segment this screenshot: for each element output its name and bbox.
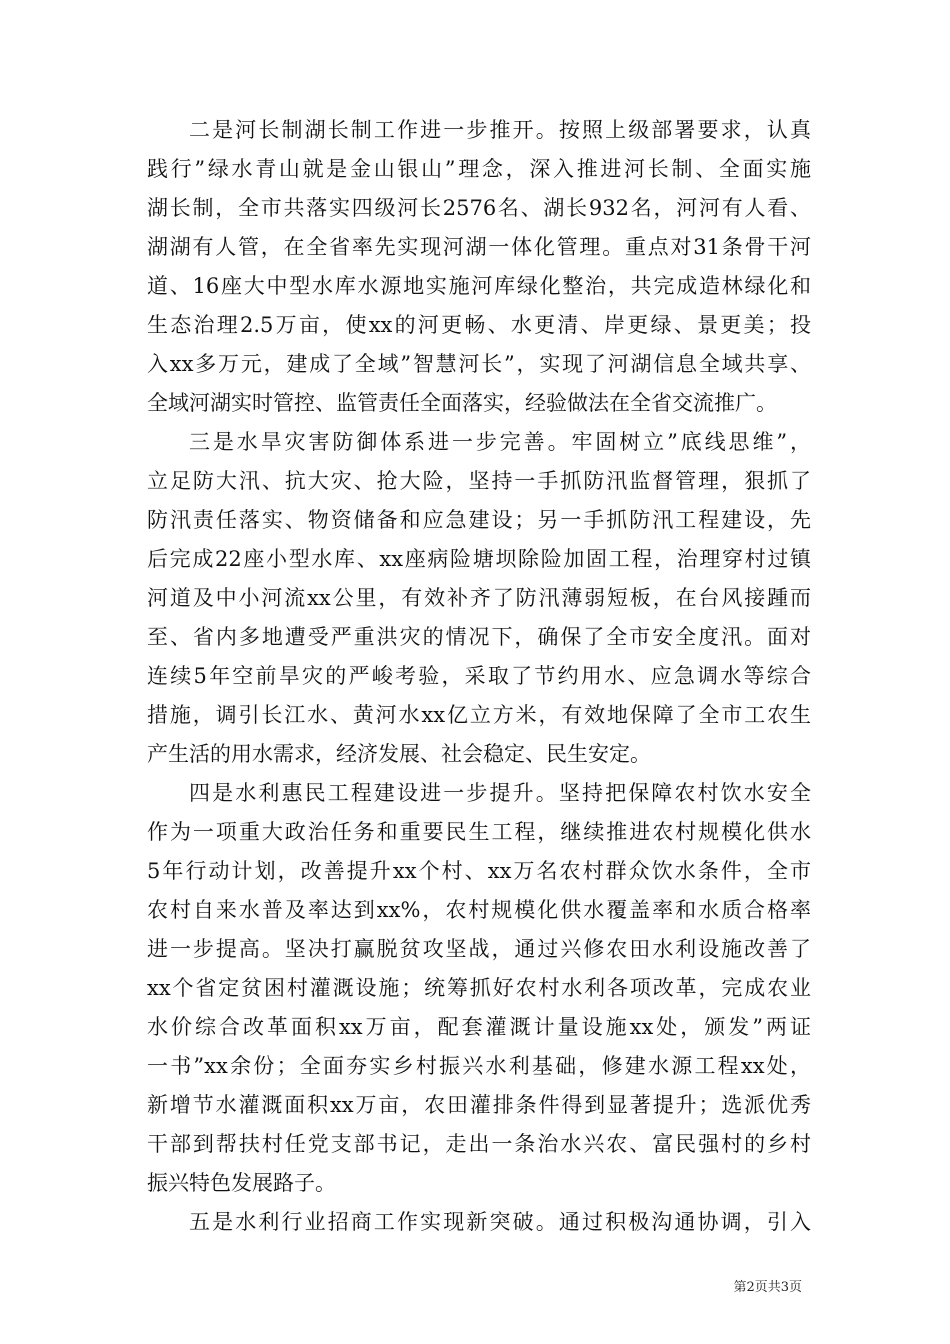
page-number-footer: 第2页共3页 bbox=[733, 1280, 802, 1295]
text-line: 三是水旱灾害防御体系进一步完善。牢固树立”底线思维”， bbox=[189, 430, 811, 454]
text-line: 全域河湖实时管控、监管责任全面落实，经验做法在全省交流推广。 bbox=[147, 391, 777, 415]
text-line: 连续5年空前旱灾的严峻考验，采取了节约用水、应急调水等综合 bbox=[147, 664, 811, 688]
text-line: 进一步提高。坚决打赢脱贫攻坚战，通过兴修农田水利设施改善了 bbox=[147, 937, 811, 961]
text-line: 产生活的用水需求，经济发展、社会稳定、民生安定。 bbox=[147, 742, 651, 766]
text-line: 入xx多万元，建成了全域”智慧河长”，实现了河湖信息全域共享、 bbox=[147, 352, 811, 376]
text-line: 五是水利行业招商工作实现新突破。通过积极沟通协调，引入 bbox=[189, 1210, 811, 1234]
text-line: 措施，调引长江水、黄河水xx亿立方米，有效地保障了全市工农生 bbox=[147, 703, 811, 727]
text-line: 至、省内多地遭受严重洪灾的情况下，确保了全市安全度汛。面对 bbox=[147, 625, 811, 649]
text-line: 水价综合改革面积xx万亩，配套灌溉计量设施xx处，颁发”两证 bbox=[147, 1015, 811, 1039]
paragraph-investment-promotion bbox=[147, 1203, 811, 1242]
text-line: 生态治理2.5万亩，使xx的河更畅、水更清、岸更绿、景更美；投 bbox=[147, 313, 811, 337]
text-line: 农村自来水普及率达到xx%，农村规模化供水覆盖率和水质合格率 bbox=[147, 898, 811, 922]
text-line: 振兴特色发展路子。 bbox=[147, 1171, 336, 1195]
text-line: 防汛责任落实、物资储备和应急建设；另一手抓防汛工程建设，先 bbox=[147, 508, 811, 532]
paragraph-flood-drought-defense bbox=[147, 423, 811, 774]
text-line: 一书”xx余份；全面夯实乡村振兴水利基础，修建水源工程xx处， bbox=[147, 1054, 811, 1078]
document-body bbox=[147, 111, 811, 1242]
text-line: 湖湖有人管，在全省率先实现河湖一体化管理。重点对31条骨干河 bbox=[147, 235, 811, 259]
text-line: 道、16座大中型水库水源地实施河库绿化整治，共完成造林绿化和 bbox=[147, 274, 811, 298]
text-line: 二是河长制湖长制工作进一步推开。按照上级部署要求，认真 bbox=[189, 118, 811, 142]
text-line: 新增节水灌溉面积xx万亩，农田灌排条件得到显著提升；选派优秀 bbox=[147, 1093, 811, 1117]
text-line: 5年行动计划，改善提升xx个村、xx万名农村群众饮水条件，全市 bbox=[147, 859, 811, 883]
text-line: 践行”绿水青山就是金山银山”理念，深入推进河长制、全面实施 bbox=[147, 157, 811, 181]
text-line: 四是水利惠民工程建设进一步提升。坚持把保障农村饮水安全 bbox=[189, 781, 811, 805]
text-line: 干部到帮扶村任党支部书记，走出一条治水兴农、富民强村的乡村 bbox=[147, 1132, 811, 1156]
text-line: 湖长制，全市共落实四级河长2576名、湖长932名，河河有人看、 bbox=[147, 196, 811, 220]
text-line: xx个省定贫困村灌溉设施；统筹抓好农村水利各项改革，完成农业 bbox=[147, 976, 811, 1000]
paragraph-water-benefit-projects bbox=[147, 774, 811, 1203]
text-line: 河道及中小河流xx公里，有效补齐了防汛薄弱短板，在台风接踵而 bbox=[147, 586, 811, 610]
text-line: 立足防大汛、抗大灾、抢大险，坚持一手抓防汛监督管理，狠抓了 bbox=[147, 469, 811, 493]
text-line: 后完成22座小型水库、xx座病险塘坝除险加固工程，治理穿村过镇 bbox=[147, 547, 811, 571]
text-line: 作为一项重大政治任务和重要民生工程，继续推进农村规模化供水 bbox=[147, 820, 811, 844]
paragraph-river-lake-chief bbox=[147, 111, 811, 423]
